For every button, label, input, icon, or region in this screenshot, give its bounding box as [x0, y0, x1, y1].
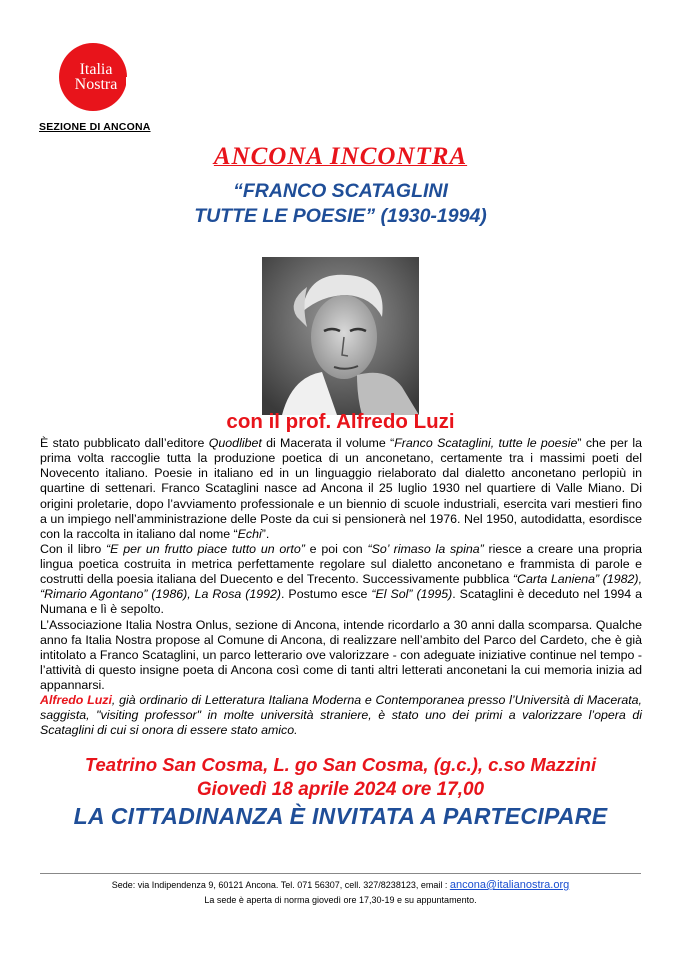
subtitle-line1: “FRANCO SCATAGLINI	[233, 180, 448, 202]
text-run: È stato pubblicato dall’editore	[40, 436, 209, 450]
text-run: ”.	[261, 526, 270, 541]
paragraph-3: L’Associazione Italia Nostra Onlus, sezione di Ancona, intende ricordarlo a 30 anni dalla scomparsa. Qualche anno fa Italia Nostra propose al Comune di Ancona, di realizzare nell’ambito del Parco del Cardeto, che è già intitolato a Franco Scataglini, un parco letterario ove valorizzare - con adeguate iniziative continue nel tempo - l’attività di questo insigne poeta di Ancona così come di tanti altri letterati anconetani la cui memoria inizia ad appannarsi.	[40, 617, 642, 692]
subtitle-line2: TUTTE LE POESIE” (1930-1994)	[194, 205, 487, 227]
text-run: Con il libro	[40, 541, 107, 556]
publisher-name: Quodlibet	[208, 436, 262, 450]
body-text	[40, 436, 642, 739]
logo-line2: Nostra	[74, 76, 118, 93]
footer-address	[0, 879, 681, 891]
portrait-photo	[262, 257, 419, 415]
speaker-heading: con il prof. Alfredo Luzi	[226, 410, 455, 433]
address-text: Sede: via Indipendenza 9, 60121 Ancona. Tel. 071 56307, cell. 327/8238123, email :	[111, 880, 450, 890]
text-run: di Macerata il volume “	[261, 436, 395, 450]
section-label: SEZIONE DI ANCONA	[39, 121, 151, 133]
text-run: e poi con	[304, 541, 368, 556]
book-title: “So’ rimaso la spina”	[367, 541, 484, 556]
book-title: Echi	[237, 526, 262, 541]
speaker-name: Alfredo Luzi	[40, 693, 112, 708]
speaker-bio: , già ordinario di Letteratura Italiana Moderna e Contemporanea presso l’Università di Macerata, saggista, "visiting professor" in molte università straniere, è stato uno dei primi a valorizzare l’opera di Scataglini di cui si onora di essere stato amico.	[40, 693, 642, 738]
paragraph-1	[40, 436, 642, 542]
book-titles: “Carta Laniena” (1982), “Rimario Agontano” (1986), La Rosa (1992)	[40, 572, 643, 602]
paragraph-4	[40, 693, 642, 738]
email-link[interactable]: ancona@italianostra.org	[449, 879, 570, 891]
date-line: Giovedì 18 aprile 2024 ore 17,00	[196, 779, 485, 800]
paragraph-2	[40, 542, 642, 618]
event-title: ANCONA INCONTRA	[213, 143, 468, 170]
text-run: riesce a creare una propria lingua poetica costruita in metrica perfettamente regolare sul dialetto anconetano e frammista di parole e costrutti della poesia italiana del Duecento e del Trecento. Successivamente pubblica	[40, 541, 643, 587]
book-title: Franco Scataglini, tutte le poesie	[394, 436, 578, 450]
footer-divider	[40, 873, 641, 874]
footer-hours: La sede è aperta di norma giovedì ore 17,30-19 e su appuntamento.	[204, 895, 477, 905]
invitation-line: LA CITTADINANZA È INVITATA A PARTECIPARE	[73, 803, 608, 829]
logo-line1: Italia	[79, 61, 113, 78]
book-title: “E per un frutto piace tutto un orto”	[106, 541, 305, 556]
venue-line: Teatrino San Cosma, L. go San Cosma, (g.c.), c.so Mazzini	[84, 754, 597, 775]
book-title: “El Sol” (1995)	[371, 587, 453, 602]
text-run: . Postumo esce	[281, 587, 372, 602]
italia-nostra-logo	[56, 42, 131, 112]
text-run: . Scataglini è deceduto nel 1994 a Numana e lì è sepolto.	[40, 587, 642, 617]
text-run: ” che per la prima volta raccoglie tutta la produzione poetica di un anconetano, certamente tra i massimi poeti del Novecento italiano. Poesie in italiano ed in un linguaggio rielaborato dal dialetto anconetano perlopiù in quartine di settenari. Franco Scataglini nasce ad Ancona il 25 luglio 1930 nel quartiere di Valle Miano. Di origini proletarie, dopo l’avviamento professionale e un biennio di scuole industriali, esercita vari mestieri fino a un impiego nell’amministrazione delle Poste da cui si pensionerà nel 1976. Nel 1950, autodidatta, esordisce con la raccolta in italiano dal nome “	[40, 436, 642, 541]
